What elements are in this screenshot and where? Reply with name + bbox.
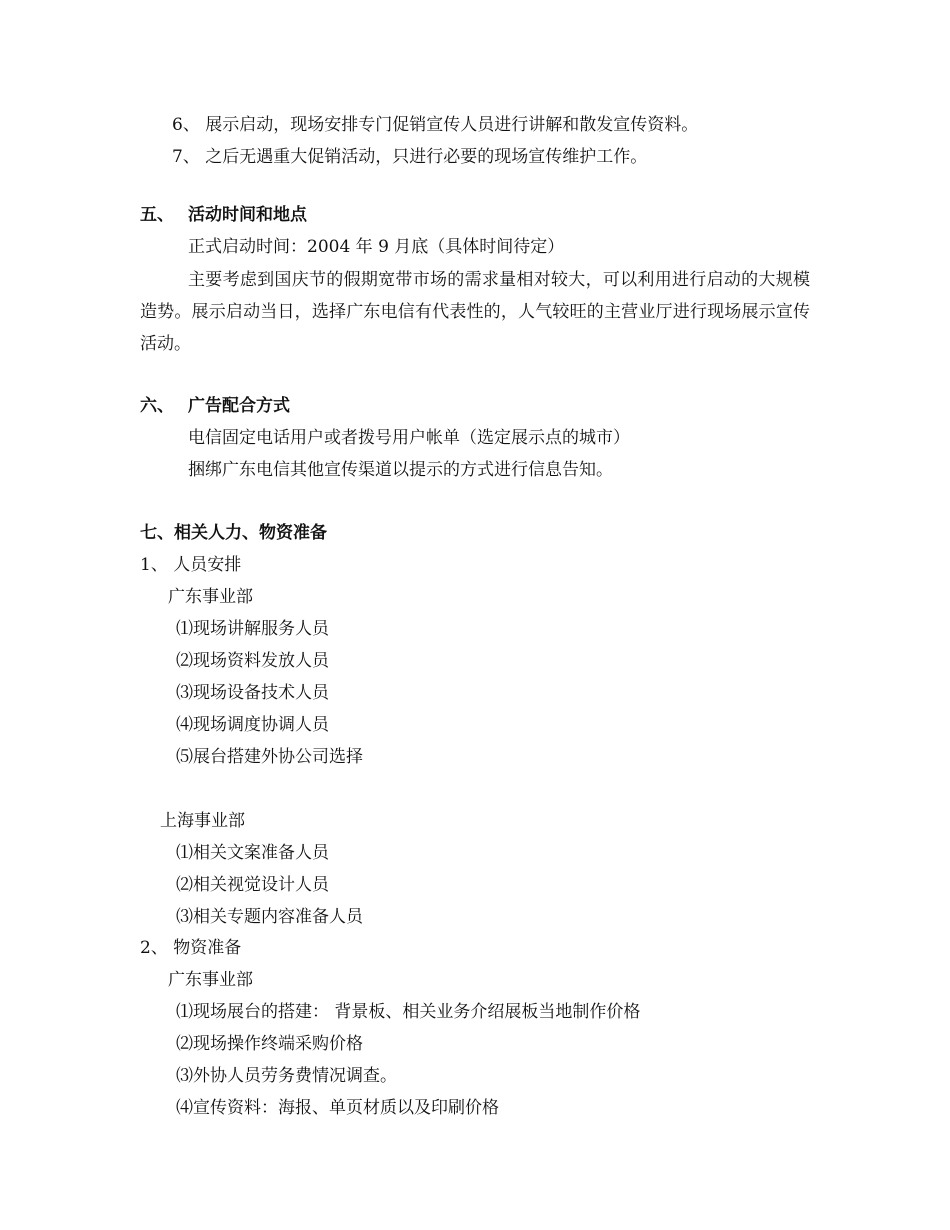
materials-label: 2、 物资准备 — [140, 938, 242, 958]
section-heading-7: 七、相关人力、物资准备 — [140, 523, 327, 543]
section-number: 五、 — [140, 205, 174, 225]
list-item: ⑵现场操作终端采购价格 — [176, 1034, 363, 1054]
start-time-line: 正式启动时间：2004 年 9 月底（具体时间待定） — [188, 237, 565, 257]
ad-line-1: 电信固定电话用户或者拨号用户帐单（选定展示点的城市） — [188, 428, 630, 448]
section-title: 广告配合方式 — [188, 396, 290, 416]
dept-guangdong: 广东事业部 — [168, 970, 253, 990]
personnel-label: 1、 人员安排 — [140, 555, 242, 575]
list-item: ⑴现场展台的搭建： 背景板、相关业务介绍展板当地制作价格 — [176, 1002, 641, 1022]
list-item: ⑴相关文案准备人员 — [176, 843, 329, 863]
section-heading-5 — [140, 207, 307, 224]
list-item: ⑷宣传资料：海报、单页材质以及印刷价格 — [176, 1098, 499, 1118]
list-item: ⑵相关视觉设计人员 — [176, 875, 329, 895]
list-item-7: 7、 之后无遇重大促销活动，只进行必要的现场宣传维护工作。 — [172, 147, 648, 167]
list-item: ⑶现场设备技术人员 — [176, 683, 329, 703]
list-item: ⑸展台搭建外协公司选择 — [176, 747, 363, 767]
section-heading-6 — [140, 398, 290, 415]
ad-line-2: 捆绑广东电信其他宣传渠道以提示的方式进行信息告知。 — [188, 460, 613, 480]
list-item: ⑶外协人员劳务费情况调查。 — [176, 1066, 397, 1086]
section5-paragraph: 主要考虑到国庆节的假期宽带市场的需求量相对较大，可以利用进行启动的大规模造势。展示启动当日，选择广东电信有代表性的，人气较旺的主营业厅进行现场展示宣传活动。 — [140, 270, 810, 354]
section-number: 六、 — [140, 396, 174, 416]
list-item: ⑴现场讲解服务人员 — [176, 619, 329, 639]
list-item: ⑶相关专题内容准备人员 — [176, 907, 363, 927]
section-title: 活动时间和地点 — [188, 205, 307, 225]
list-item: ⑵现场资料发放人员 — [176, 651, 329, 671]
dept-shanghai: 上海事业部 — [160, 811, 245, 831]
dept-guangdong: 广东事业部 — [168, 587, 253, 607]
list-item-6: 6、 展示启动，现场安排专门促销宣传人员进行讲解和散发宣传资料。 — [172, 115, 699, 135]
list-item: ⑷现场调度协调人员 — [176, 715, 329, 735]
